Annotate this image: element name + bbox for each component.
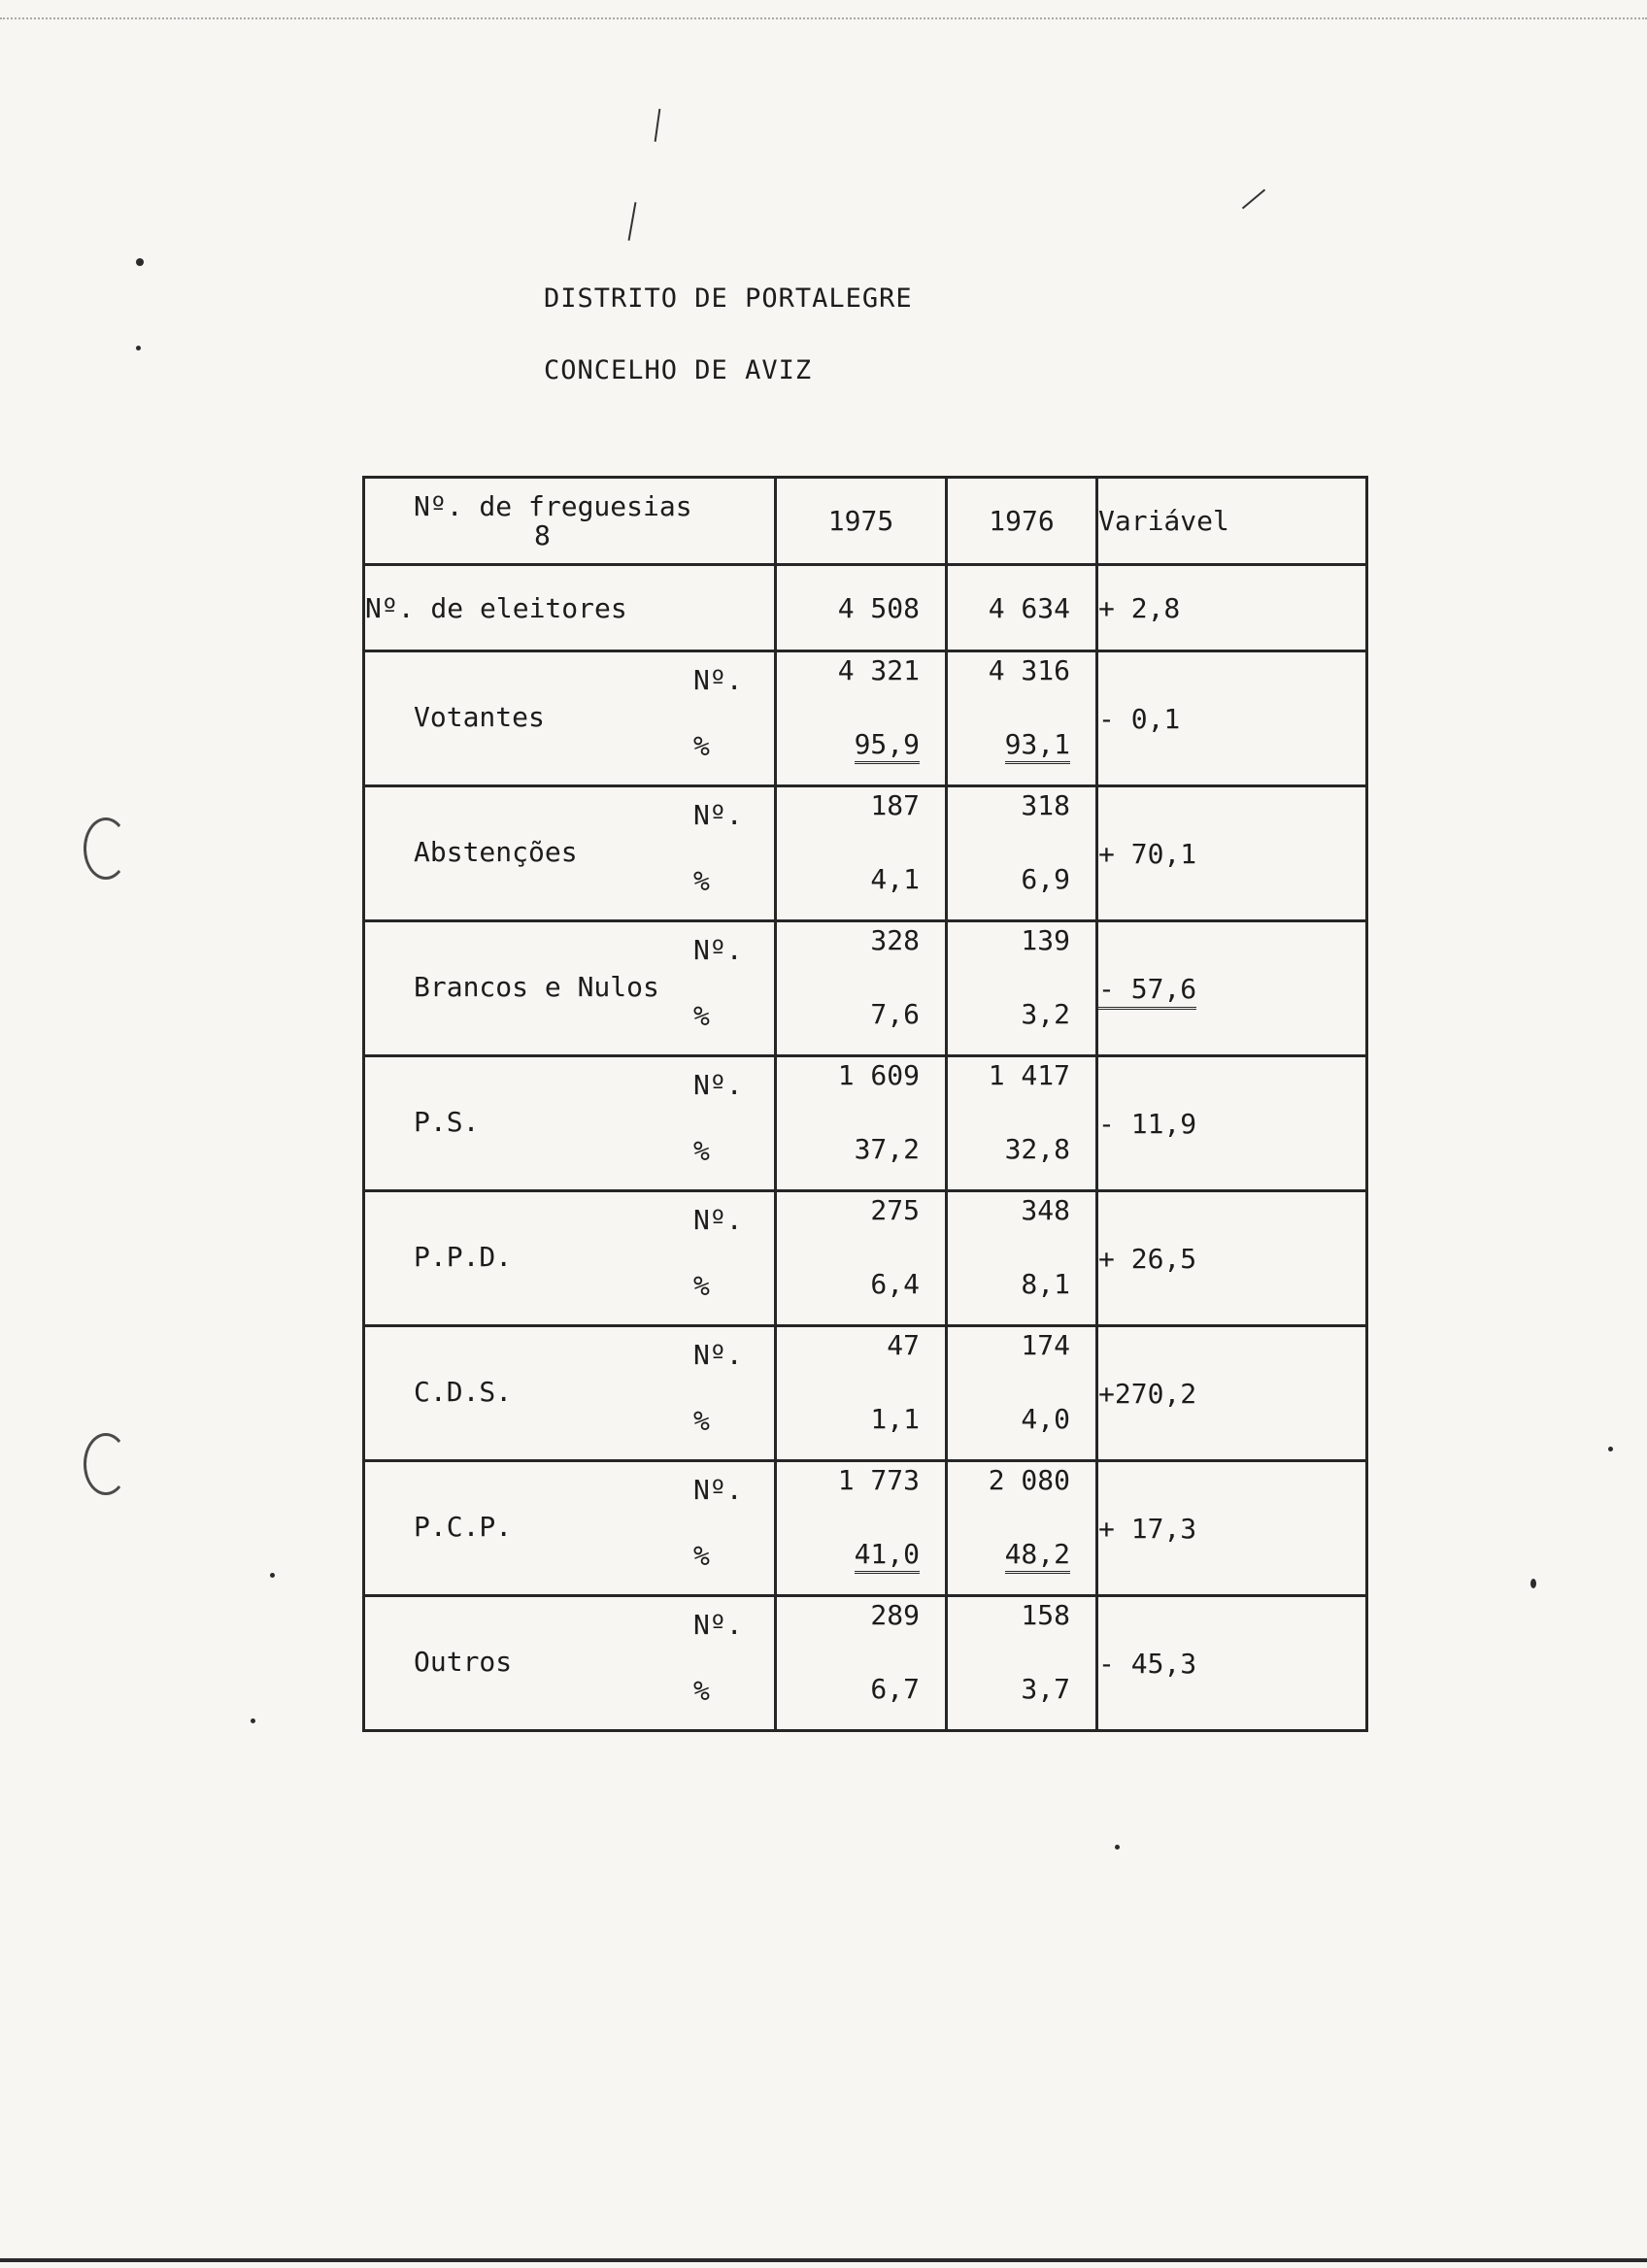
values-1976 [948, 1327, 1095, 1459]
values-1976-cell [947, 1596, 1097, 1731]
row-label-wrap [365, 922, 774, 1054]
variation-cell [1097, 786, 1367, 921]
percent-unit-label: % [693, 1135, 710, 1167]
scan-top-edge [0, 17, 1647, 23]
values-1976 [948, 1192, 1095, 1324]
values-1975 [777, 1462, 945, 1594]
values-1975-cell [776, 921, 947, 1056]
party-row [364, 1326, 1367, 1461]
values-1975 [777, 1597, 945, 1729]
percent-1975: 4,1 [870, 863, 920, 895]
values-1976 [948, 922, 1095, 1054]
row-label-cell [364, 1326, 776, 1461]
values-1976-cell [947, 1461, 1097, 1596]
count-1976: 158 [1021, 1599, 1070, 1631]
values-1976-cell [947, 1191, 1097, 1326]
count-1975: 47 [887, 1329, 920, 1361]
values-1976-cell [947, 651, 1097, 786]
parishes-label: Nº. de freguesias [414, 489, 692, 522]
number-unit-label: Nº. [693, 1069, 743, 1101]
pencil-mark [1242, 189, 1265, 210]
percent-1976: 4,0 [1021, 1403, 1070, 1435]
number-unit-label: Nº. [693, 1474, 743, 1506]
row-label-cell [364, 1461, 776, 1596]
variation-value: +270,2 [1098, 1377, 1197, 1410]
variation-value: - 57,6 [1098, 973, 1196, 1010]
speck [136, 258, 144, 266]
scan-bottom-edge [0, 2258, 1647, 2262]
percent-unit-label: % [693, 730, 710, 762]
number-unit-label: Nº. [693, 799, 743, 831]
count-1975: 1 609 [837, 1059, 920, 1091]
values-1976-cell [947, 1326, 1097, 1461]
district-title: DISTRITO DE PORTALEGRE [544, 284, 913, 314]
percent-1975: 95,9 [855, 728, 920, 764]
electors-1976: 4 634 [947, 565, 1097, 651]
party-row [364, 1461, 1367, 1596]
count-1975: 275 [870, 1194, 920, 1226]
values-1975-cell [776, 786, 947, 921]
pencil-mark [628, 202, 637, 241]
percent-unit-label: % [693, 865, 710, 897]
variation-value: - 45,3 [1098, 1647, 1197, 1680]
values-1975-cell [776, 1461, 947, 1596]
count-1975: 4 321 [837, 654, 920, 686]
row-label: P.S. [414, 1106, 480, 1138]
row-label-wrap [365, 652, 774, 784]
row-label-cell [364, 786, 776, 921]
percent-1976: 6,9 [1021, 863, 1070, 895]
party-row [364, 921, 1367, 1056]
variation-cell [1097, 1326, 1367, 1461]
row-label-wrap [365, 787, 774, 919]
values-1975 [777, 652, 945, 784]
percent-1975: 7,6 [870, 998, 920, 1030]
party-row [364, 651, 1367, 786]
values-1976 [948, 1462, 1095, 1594]
variation-value: + 26,5 [1098, 1242, 1197, 1275]
count-1976: 2 080 [988, 1464, 1070, 1496]
speck [1530, 1579, 1536, 1588]
count-1975: 1 773 [837, 1464, 920, 1496]
row-label: P.P.D. [414, 1241, 513, 1273]
party-row [364, 1191, 1367, 1326]
count-1976: 318 [1021, 789, 1070, 821]
number-unit-label: Nº. [693, 934, 743, 966]
values-1975 [777, 1192, 945, 1324]
row-label-cell [364, 651, 776, 786]
count-1975: 289 [870, 1599, 920, 1631]
values-1976 [948, 787, 1095, 919]
speck [270, 1573, 275, 1578]
table-header-row [364, 478, 1367, 565]
values-1975 [777, 1327, 945, 1459]
values-1976-cell [947, 786, 1097, 921]
variation-cell [1097, 1596, 1367, 1731]
number-unit-label: Nº. [693, 1609, 743, 1641]
count-1976: 348 [1021, 1194, 1070, 1226]
row-label: Outros [414, 1646, 513, 1678]
values-1975 [777, 922, 945, 1054]
binder-hole-lower [84, 1433, 128, 1495]
percent-1976: 8,1 [1021, 1268, 1070, 1300]
percent-1975: 1,1 [870, 1403, 920, 1435]
percent-1976: 32,8 [1004, 1133, 1070, 1165]
variation-header: Variável [1097, 478, 1367, 565]
row-label: Abstenções [414, 836, 578, 868]
values-1976 [948, 1057, 1095, 1189]
percent-1975: 37,2 [854, 1133, 920, 1165]
percent-1975: 6,7 [870, 1673, 920, 1705]
variation-value: + 17,3 [1098, 1512, 1197, 1545]
municipality-title: CONCELHO DE AVIZ [544, 355, 813, 385]
row-label: Brancos e Nulos [414, 971, 659, 1003]
percent-unit-label: % [693, 1000, 710, 1032]
variation-cell [1097, 921, 1367, 1056]
row-label-wrap [365, 1057, 774, 1189]
count-1975: 328 [870, 924, 920, 956]
parishes-cell [364, 478, 776, 565]
percent-1976: 48,2 [1005, 1538, 1070, 1574]
speck [251, 1718, 255, 1723]
variation-value: - 0,1 [1098, 702, 1181, 735]
number-unit-label: Nº. [693, 1204, 743, 1236]
party-row [364, 786, 1367, 921]
row-label-cell [364, 1596, 776, 1731]
speck [136, 346, 141, 350]
row-label-wrap [365, 1192, 774, 1324]
percent-1976: 93,1 [1005, 728, 1070, 764]
row-label-wrap [365, 1327, 774, 1459]
count-1976: 4 316 [988, 654, 1070, 686]
values-1976-cell [947, 921, 1097, 1056]
values-1976 [948, 652, 1095, 784]
values-1975-cell [776, 1056, 947, 1191]
parishes-count: 8 [534, 518, 551, 551]
row-label-cell [364, 921, 776, 1056]
values-1976-cell [947, 1056, 1097, 1191]
row-label: C.D.S. [414, 1376, 513, 1408]
variation-value: + 70,1 [1098, 837, 1197, 870]
count-1976: 1 417 [988, 1059, 1070, 1091]
electors-1975: 4 508 [776, 565, 947, 651]
election-results-table [362, 476, 1368, 1732]
variation-cell [1097, 651, 1367, 786]
values-1976 [948, 1597, 1095, 1729]
count-1975: 187 [870, 789, 920, 821]
values-1975 [777, 1057, 945, 1189]
party-row [364, 1596, 1367, 1731]
year-1976-header: 1976 [947, 478, 1097, 565]
year-1975-header: 1975 [776, 478, 947, 565]
count-1976: 139 [1021, 924, 1070, 956]
party-row [364, 1056, 1367, 1191]
variation-cell [1097, 1191, 1367, 1326]
row-label: P.C.P. [414, 1511, 513, 1543]
row-label-wrap [365, 1597, 774, 1729]
values-1975 [777, 787, 945, 919]
values-1975-cell [776, 1596, 947, 1731]
percent-unit-label: % [693, 1675, 710, 1707]
variation-cell [1097, 1056, 1367, 1191]
pencil-mark [655, 109, 661, 142]
variation-cell [1097, 1461, 1367, 1596]
number-unit-label: Nº. [693, 1339, 743, 1371]
number-unit-label: Nº. [693, 664, 743, 696]
percent-1976: 3,2 [1021, 998, 1070, 1030]
count-1976: 174 [1021, 1329, 1070, 1361]
percent-1975: 6,4 [870, 1268, 920, 1300]
speck [1608, 1447, 1613, 1451]
values-1975-cell [776, 1191, 947, 1326]
percent-1975: 41,0 [855, 1538, 920, 1574]
row-label: Votantes [414, 701, 545, 733]
speck [1115, 1845, 1120, 1850]
percent-unit-label: % [693, 1270, 710, 1302]
row-label-cell [364, 1056, 776, 1191]
row-label-wrap [365, 1462, 774, 1594]
values-1975-cell [776, 651, 947, 786]
percent-unit-label: % [693, 1405, 710, 1437]
variation-value: - 11,9 [1098, 1107, 1197, 1140]
electors-label: Nº. de eleitores [364, 565, 776, 651]
binder-hole-upper [84, 817, 128, 880]
electors-variation: + 2,8 [1097, 565, 1367, 651]
values-1975-cell [776, 1326, 947, 1461]
percent-1976: 3,7 [1021, 1673, 1070, 1705]
percent-unit-label: % [693, 1540, 710, 1572]
row-label-cell [364, 1191, 776, 1326]
electors-row [364, 565, 1367, 651]
